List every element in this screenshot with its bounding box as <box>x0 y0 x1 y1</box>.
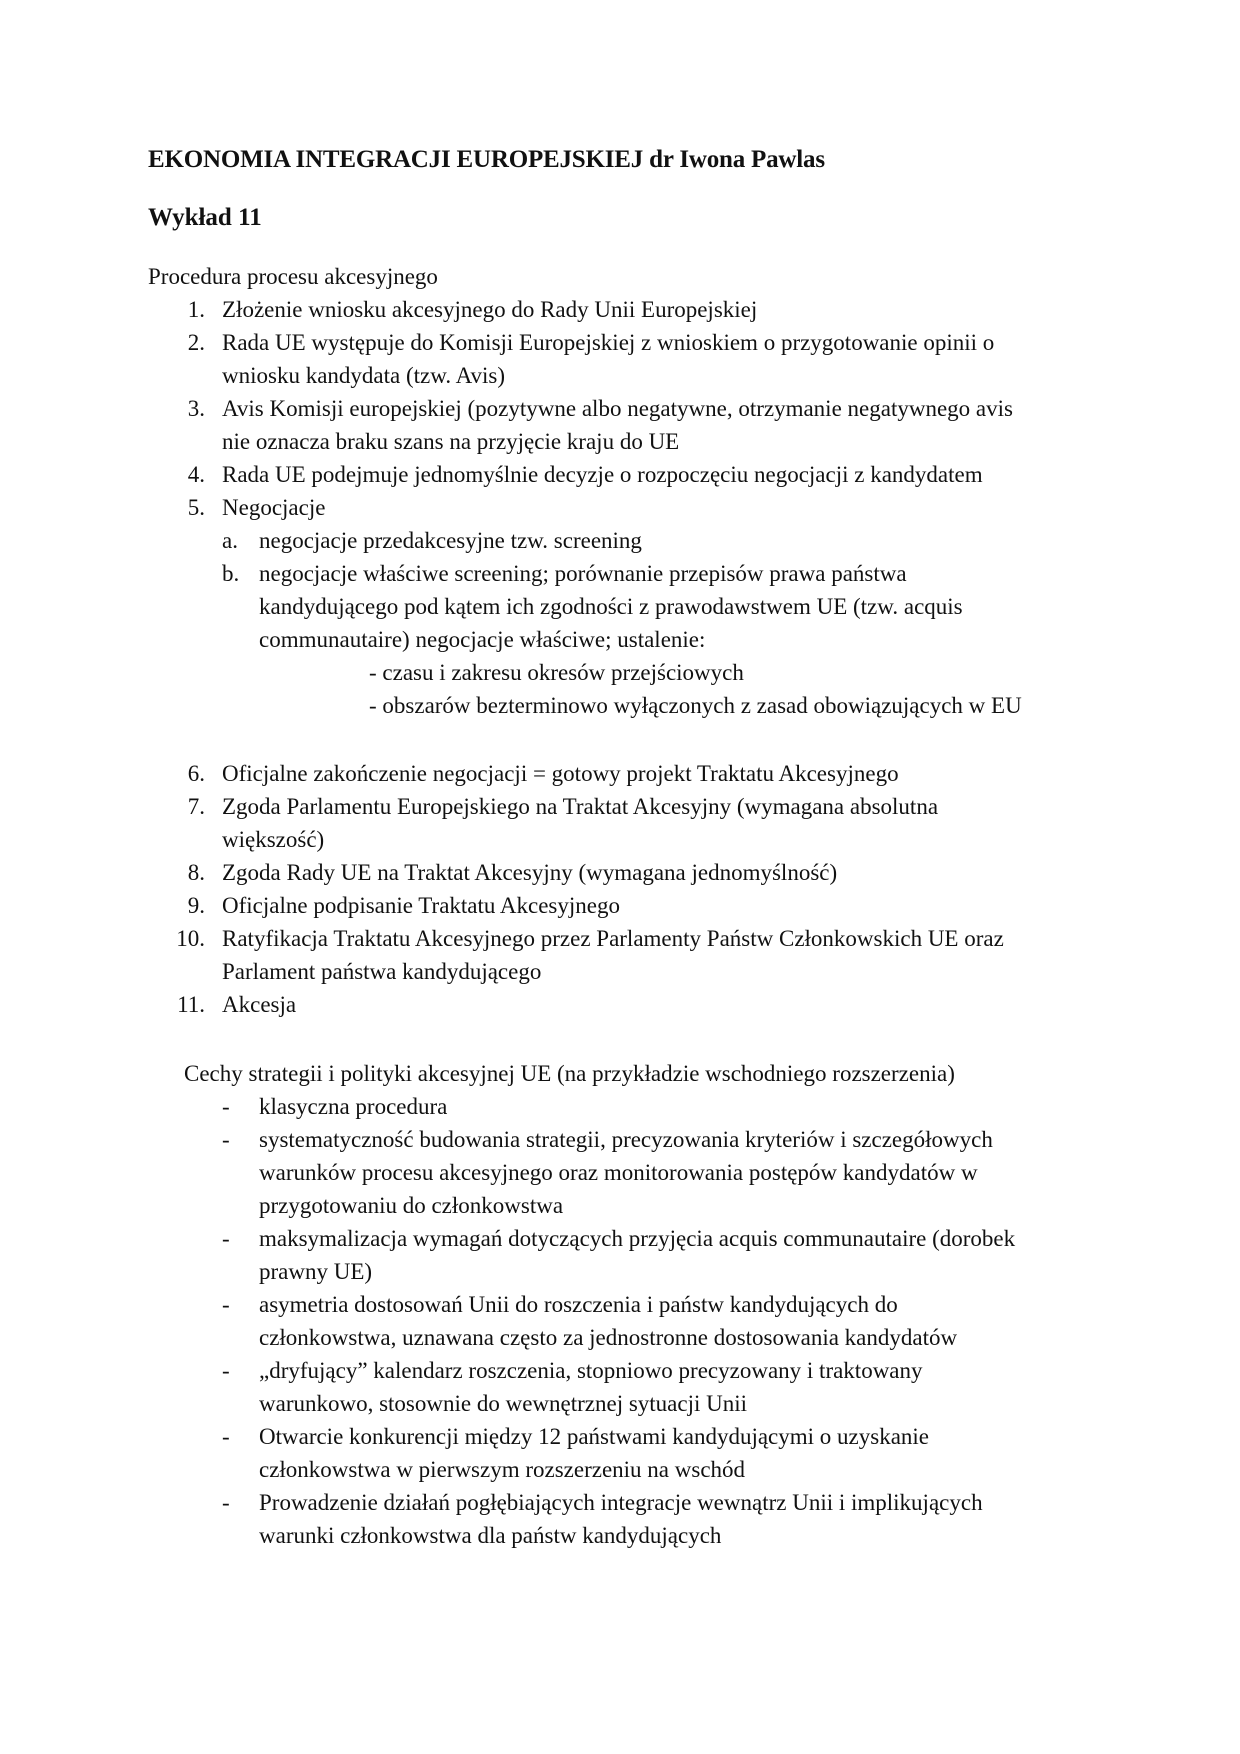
step-text: Negocjacje <box>222 495 326 520</box>
substep-text: kandydującego pod kątem ich zgodności z prawodawstwem UE (tzw. acquis <box>259 594 963 619</box>
substep-text: negocjacje właściwe screening; porównanie przepisów prawa państwa <box>259 561 907 586</box>
feature-text: członkowstwa, uznawana często za jednostronne dostosowania kandydatów <box>259 1325 958 1350</box>
step-text: większość) <box>222 827 325 852</box>
feature-text: klasyczna procedura <box>259 1094 448 1119</box>
substep-letter: a. <box>222 528 238 553</box>
step-text: Oficjalne podpisanie Traktatu Akcesyjnego <box>222 893 620 918</box>
step-text: Rada UE podejmuje jednomyślnie decyzje o rozpoczęciu negocjacji z kandydatem <box>222 462 983 487</box>
substep-text: negocjacje przedakcesyjne tzw. screening <box>259 528 642 553</box>
feature-text: Otwarcie konkurencji między 12 państwami kandydującymi o uzyskanie <box>259 1424 929 1449</box>
step-text: Akcesja <box>222 992 297 1017</box>
feature-text: maksymalizacja wymagań dotyczących przyjęcia acquis communautaire (dorobek <box>259 1226 1016 1251</box>
bullet-dash: - <box>222 1424 230 1449</box>
step-text: Zgoda Rady UE na Traktat Akcesyjny (wymagana jednomyślność) <box>222 860 838 885</box>
step-text: Rada UE występuje do Komisji Europejskiej z wnioskiem o przygotowanie opinii o <box>222 330 995 355</box>
bullet-dash: - <box>222 1094 230 1119</box>
feature-text: „dryfujący” kalendarz roszczenia, stopniowo precyzowany i traktowany <box>259 1358 923 1383</box>
step-number: 1. <box>187 297 205 322</box>
step-number: 4. <box>187 462 205 487</box>
feature-text: warunków procesu akcesyjnego oraz monitorowania postępów kandydatów w <box>259 1160 978 1185</box>
step-text: Avis Komisji europejskiej (pozytywne albo negatywne, otrzymanie negatywnego avis <box>222 396 1013 421</box>
subpoint-text: - obszarów bezterminowo wyłączonych z zasad obowiązujących w EU <box>369 693 1022 718</box>
substep-text: communautaire) negocjacje właściwe; ustalenie: <box>259 627 706 652</box>
bullet-dash: - <box>222 1226 230 1251</box>
subpoint-text: - czasu i zakresu okresów przejściowych <box>369 660 744 685</box>
bullet-dash: - <box>222 1127 230 1152</box>
step-number: 8. <box>187 860 205 885</box>
feature-text: prawny UE) <box>259 1259 373 1284</box>
bullet-dash: - <box>222 1358 230 1383</box>
step-text: Oficjalne zakończenie negocjacji = gotowy projekt Traktatu Akcesyjnego <box>222 761 899 786</box>
step-number: 2. <box>187 330 205 355</box>
feature-text: warunkowo, stosownie do wewnętrznej sytuacji Unii <box>259 1391 748 1416</box>
step-text: nie oznacza braku szans na przyjęcie kraju do UE <box>222 429 680 454</box>
section-heading: Cechy strategii i polityki akcesyjnej UE (na przykładzie wschodniego rozszerzenia) <box>184 1061 955 1086</box>
step-number: 11. <box>177 992 205 1017</box>
lecture-number: Wykład 11 <box>148 204 262 231</box>
step-text: wniosku kandydata (tzw. Avis) <box>222 363 505 388</box>
substep-letter: b. <box>222 561 240 586</box>
step-text: Złożenie wniosku akcesyjnego do Rady Unii Europejskiej <box>222 297 758 322</box>
step-text: Zgoda Parlamentu Europejskiego na Traktat Akcesyjny (wymagana absolutna <box>222 794 939 819</box>
document-title: EKONOMIA INTEGRACJI EUROPEJSKIEJ dr Iwona Pawlas <box>148 146 825 173</box>
bullet-dash: - <box>222 1292 230 1317</box>
feature-text: członkowstwa w pierwszym rozszerzeniu na wschód <box>259 1457 746 1482</box>
step-text: Parlament państwa kandydującego <box>222 959 542 984</box>
step-text: Ratyfikacja Traktatu Akcesyjnego przez Parlamenty Państw Członkowskich UE oraz <box>222 926 1004 951</box>
feature-text: asymetria dostosowań Unii do roszczenia i państw kandydujących do <box>259 1292 898 1317</box>
step-number: 10. <box>176 926 205 951</box>
feature-text: warunki członkowstwa dla państw kandydujących <box>259 1523 722 1548</box>
section-heading: Procedura procesu akcesyjnego <box>148 264 438 289</box>
feature-text: systematyczność budowania strategii, precyzowania kryteriów i szczegółowych <box>259 1127 993 1152</box>
bullet-dash: - <box>222 1490 230 1515</box>
step-number: 6. <box>187 761 205 786</box>
step-number: 7. <box>187 794 205 819</box>
step-number: 5. <box>187 495 205 520</box>
step-number: 9. <box>187 893 205 918</box>
step-number: 3. <box>187 396 205 421</box>
feature-text: Prowadzenie działań pogłębiających integracje wewnątrz Unii i implikujących <box>259 1490 983 1515</box>
feature-text: przygotowaniu do członkowstwa <box>259 1193 564 1218</box>
